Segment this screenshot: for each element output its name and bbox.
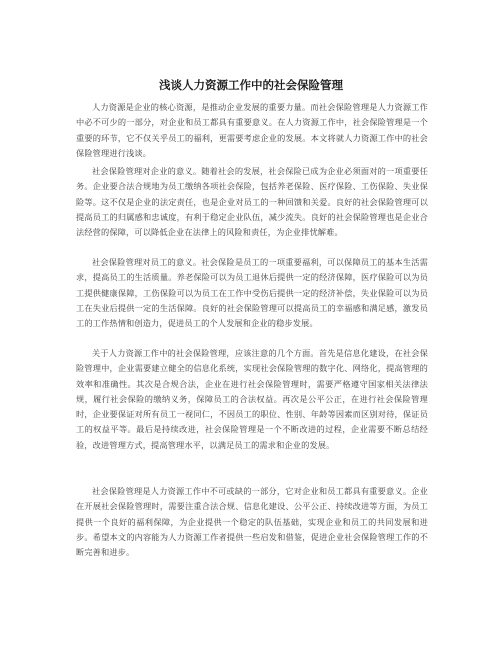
- paragraph-conclusion: 社会保险管理是人力资源工作中不可或缺的一部分，它对企业和员工都具有重要意义。企业在开展社会保险管理时，需要注重合法合规、信息化建设、公平公正、持续改进等方面，为员工提供一个良好的福利保障，为企业提供一个稳定的队伍基础，实现企业和员工的共同发展和进步。希望本文的内容能为人力资源工作者提供一些启发和借鉴，促进企业社会保险管理工作的不断完善和进步。: [76, 486, 428, 558]
- document-title: 浅谈人力资源工作中的社会保险管理: [159, 78, 343, 92]
- paragraph-enterprise-significance: 社会保险管理对企业的意义。随着社会的发展，社会保险已成为企业必须面对的一项重要任务。企业要合法合规地为员工缴纳各项社会保险，包括养老保险、医疗保险、工伤保险、失业保险等。这不仅是企业的法定责任，也是企业对员工的一种回馈和关爱。良好的社会保险管理可以提高员工的归属感和忠诚度，有利于稳定企业队伍，减少流失。良好的社会保险管理也是企业合法经营的保障，可以降低企业在法律上的风险和责任，为企业排忧解难。: [76, 166, 428, 238]
- paragraph-employee-significance: 社会保险管理对员工的意义。社会保险是员工的一项重要福利，可以保障员工的基本生活需求，提高员工的生活质量。养老保险可以为员工退休后提供一定的经济保障，医疗保险可以为员工提供健康保障，工伤保险可以为员工在工作中受伤后提供一定的经济补偿，失业保险可以为员工在失业后提供一定的生活保障。良好的社会保险管理可以提高员工的幸福感和满足感，激发员工的工作热情和创造力，促进员工的个人发展和企业的稳步发展。: [76, 257, 428, 329]
- paragraph-key-aspects: 关于人力资源工作中的社会保险管理，应该注意的几个方面。首先是信息化建设，在社会保险管理中，企业需要建立健全的信息化系统，实现社会保险管理的数字化、网络化，提高管理的效率和准确性。其次是合规合法，企业在进行社会保险管理时，需要严格遵守国家相关法律法规，履行社会保险的缴纳义务，保障员工的合法权益。再次是公平公正，在进行社会保险管理时，企业要保证对所有员工一视同仁，不因员工的职位、性别、年龄等因素而区别对待，保证员工的权益平等。最后是持续改进，社会保险管理是一个不断改进的过程，企业需要不断总结经验，改进管理方式，提高管理水平，以满足员工的需求和企业的发展。: [76, 348, 428, 450]
- paragraph-intro: 人力资源是企业的核心资源，是推动企业发展的重要力量。而社会保险管理是人力资源工作中必不可少的一部分，对企业和员工都具有重要意义。在人力资源工作中，社会保险管理是一个重要的环节，它不仅关乎员工的福利，更需要考虑企业的发展。本文将就人力资源工作中的社会保险管理进行浅谈。: [76, 102, 428, 158]
